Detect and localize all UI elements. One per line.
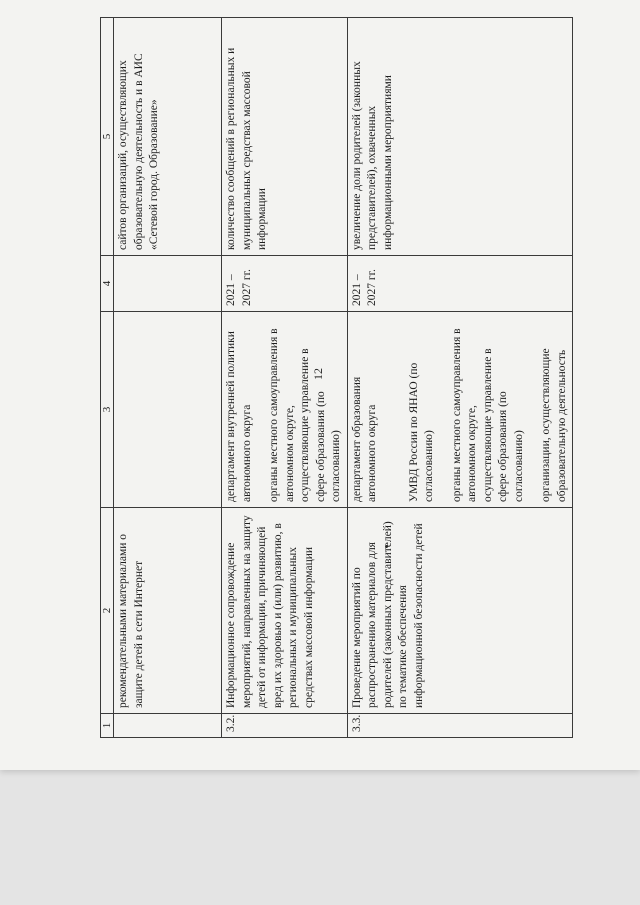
executor-item: департамент внутренней политики автономного округа	[225, 331, 253, 502]
row-number: 3.3.	[347, 714, 573, 738]
indicator-cell: сайтов организаций, осуществляющих образовательную деятельность и в АИС «Сетевой город. Образование»	[114, 18, 222, 256]
executor-item: организации, осуществляющие образовательную деятельность	[540, 348, 568, 502]
executor-item: органы местного самоуправления в автономном округе, осуществляющие управление в сфере образования (по согласованию)	[450, 328, 525, 502]
activities-table	[100, 17, 573, 738]
executors-cell	[347, 312, 573, 508]
column-number: 4	[101, 256, 114, 312]
executor-item: департамент образования автономного округа	[350, 376, 379, 502]
period-cell: 2021 – 2027 гг.	[222, 256, 348, 312]
executors-cell	[222, 312, 348, 508]
activity-cell: Проведение мероприятий по распространению материалов для родителей (законных представителей) по тематике обеспечения информационной безопасности детей	[347, 508, 573, 714]
executor-item: органы местного самоуправления в автономном округе, осуществляющие управление в сфере образования (по согласованию)	[268, 328, 343, 502]
period-cell	[114, 256, 222, 312]
column-number: 1	[101, 714, 114, 738]
table-row	[114, 18, 222, 738]
indicator-cell: количество сообщений в региональных и муниципальных средствах массовой информации	[222, 18, 348, 256]
column-number-row	[101, 18, 114, 738]
indicator-cell: увеличение доли родителей (законных представителей), охваченных информационными мероприятиями	[347, 18, 573, 256]
table-row	[347, 18, 573, 738]
period-cell: 2021 – 2027 гг.	[347, 256, 573, 312]
row-number: 3.2.	[222, 714, 348, 738]
table-row	[222, 18, 348, 738]
page-number: 12	[311, 368, 325, 380]
column-number: 5	[101, 18, 114, 256]
activity-cell: рекомендательными материалами о защите детей в сети Интернет	[114, 508, 222, 714]
activity-cell: Информационное сопровождение мероприятий, направленных на защиту детей от информации, причиняющей вред их здоровью и (или) развитию, в региональных и муниципальных средствах массовой информации	[222, 508, 348, 714]
executors-cell	[114, 312, 222, 508]
rotated-table-container	[100, 18, 590, 738]
row-number	[114, 714, 222, 738]
executor-item: УМВД России по ЯНАО (по согласованию)	[407, 362, 436, 502]
column-number: 2	[101, 508, 114, 714]
column-number: 3	[101, 312, 114, 508]
